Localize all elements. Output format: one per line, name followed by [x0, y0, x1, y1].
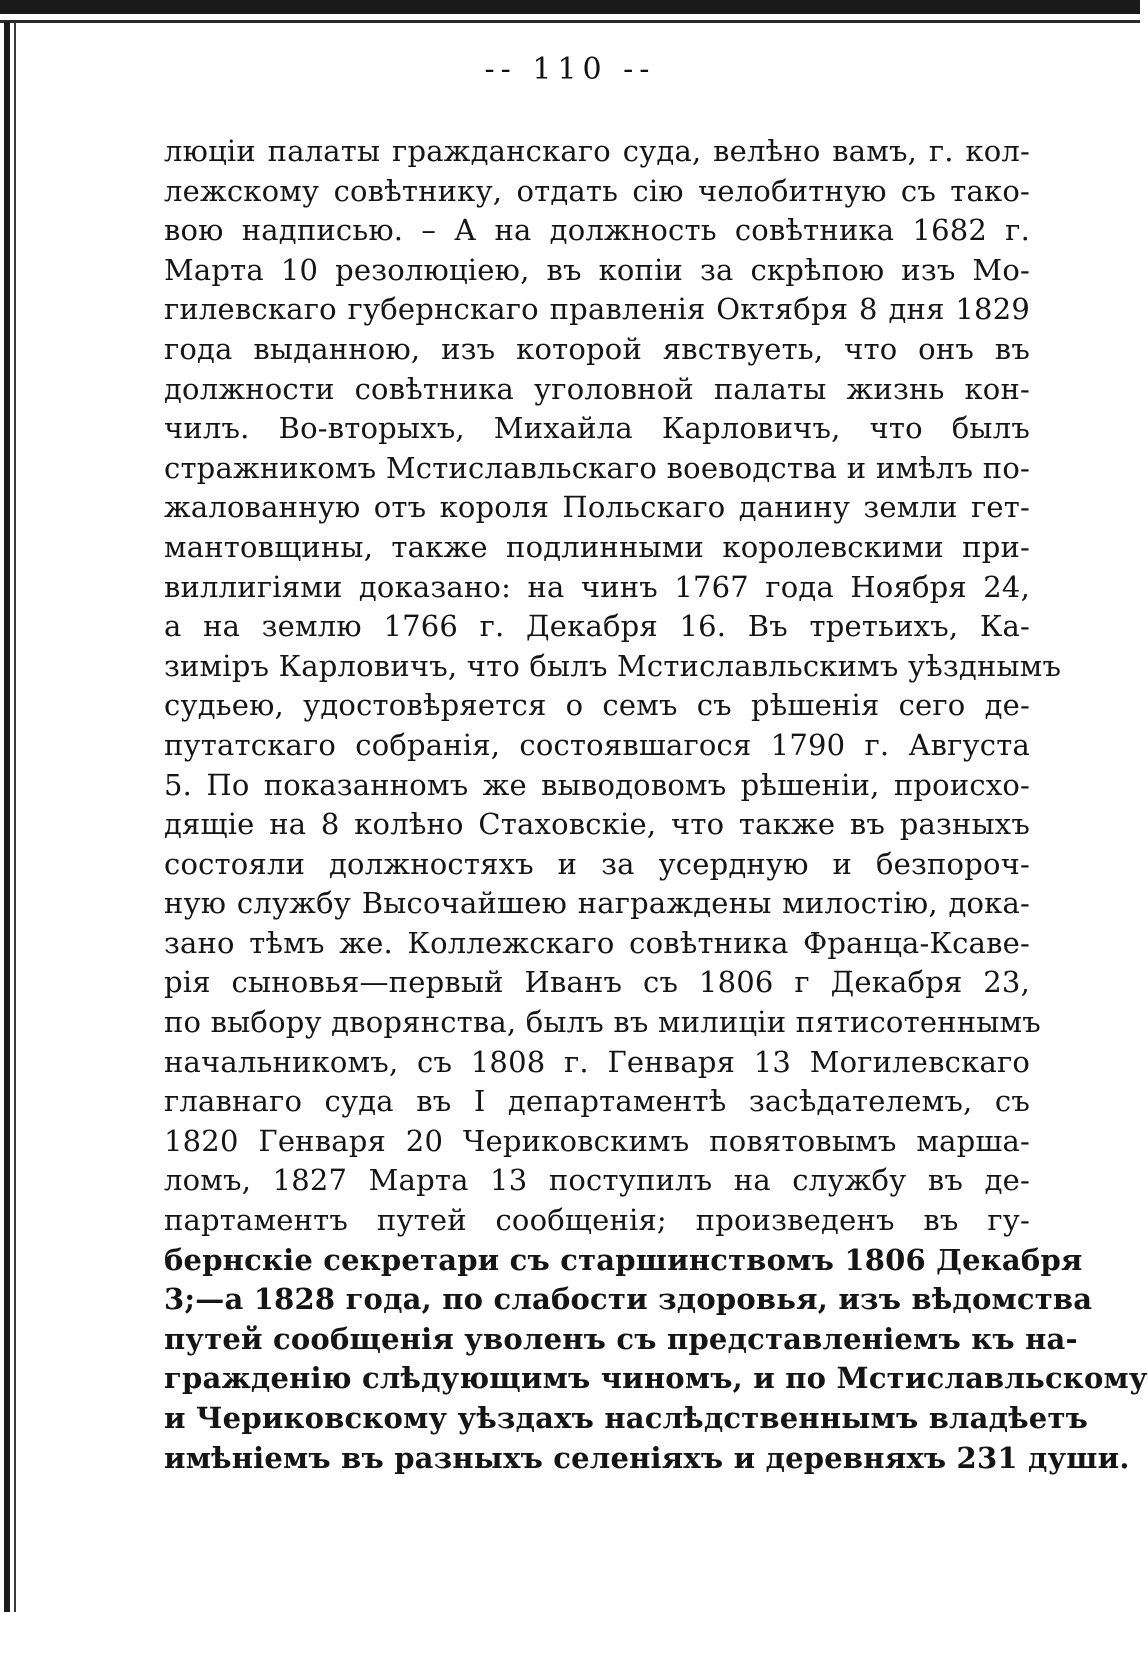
text-line: лежскому совѣтнику, отдать сію челобитную съ тако-	[164, 173, 1030, 208]
text-line: начальникомъ, съ 1808 г. Генваря 13 Могилевскаго	[164, 1044, 1030, 1079]
text-line: зано тѣмъ же. Коллежскаго совѣтника Франца-Ксаве-	[164, 925, 1030, 960]
text-line: 3;—а 1828 года, по слабости здоровья, изъ вѣдомства	[164, 1282, 1093, 1317]
text-line: стражникомъ Мстиславльскаго воеводства и имѣлъ по-	[164, 450, 1030, 485]
left-page-edge-thin	[14, 22, 16, 1612]
text-line: дящіе на 8 колѣно Стаховскіе, что также въ разныхъ	[164, 807, 1030, 842]
text-line: судьею, удостовѣряется о семъ съ рѣшенія сего де-	[164, 688, 1030, 723]
text-line: ломъ, 1827 Марта 13 поступилъ на службу въ де-	[164, 1163, 1030, 1198]
top-border-rule	[0, 0, 1140, 14]
text-line: путатскаго собранія, состоявшагося 1790 г. Августа	[164, 727, 1030, 762]
text-line: гражденію слѣдующимъ чиномъ, и по Мстиславльскому	[164, 1361, 1148, 1396]
body-text	[164, 132, 1148, 1478]
text-line: виллигіями доказано: на чинъ 1767 года Ноября 24,	[164, 569, 1030, 604]
text-line: рія сыновья—первый Иванъ съ 1806 г Декабря 23,	[164, 965, 1030, 1000]
text-line: ную службу Высочайшею награждены милостію, дока-	[164, 886, 1030, 921]
text-line: по выбору дворянства, былъ въ милиціи пятисотеннымъ	[164, 1005, 1041, 1040]
text-line: главнаго суда въ I департаментѣ засѣдателемъ, съ	[164, 1084, 1030, 1119]
text-line: вою надписью. – А на должность совѣтника 1682 г.	[164, 213, 1030, 248]
page-number: -- 110 --	[484, 52, 656, 87]
text-line: партаментъ путей сообщенія; произведенъ въ гу-	[164, 1203, 1030, 1238]
text-line: бернскіе секретари съ старшинствомъ 1806 Декабря	[164, 1242, 1083, 1277]
text-line: жалованную отъ короля Польскаго данину земли гет-	[164, 490, 1030, 525]
text-line: имѣніемъ въ разныхъ селеніяхъ и деревняхъ 231 души.	[164, 1440, 1130, 1475]
top-border-thin-rule	[0, 20, 1140, 23]
text-line: года выданною, изъ которой явствуеть, что онъ въ	[164, 331, 1030, 366]
text-line: 1820 Генваря 20 Чериковскимъ повятовымъ марша-	[164, 1123, 1030, 1158]
text-line: люціи палаты гражданскаго суда, велѣно вамъ, г. кол-	[164, 134, 1030, 168]
text-line: должности совѣтника уголовной палаты жизнь кон-	[164, 371, 1030, 406]
text-line: гилевскаго губернскаго правленія Октября 8 дня 1829	[164, 292, 1030, 327]
text-line: 5. По показанномъ же выводовомъ рѣшеніи, происхо-	[164, 767, 1030, 802]
text-line: а на землю 1766 г. Декабря 16. Въ третьихъ, Ка-	[164, 609, 1030, 644]
text-line: и Чериковскому уѣздахъ наслѣдственнымъ владѣетъ	[164, 1401, 1089, 1435]
text-line: Марта 10 резолюціею, въ копіи за скрѣпою изъ Мо-	[164, 252, 1030, 287]
text-line: состояли должностяхъ и за усердную и безпороч-	[164, 846, 1030, 881]
text-line: мантовщины, также подлинными королевскими при-	[164, 529, 1030, 564]
text-line: чилъ. Во-вторыхъ, Михайла Карловичъ, что былъ	[164, 411, 1030, 446]
text-line: путей сообщенія уволенъ съ представленіемъ къ на-	[164, 1321, 1078, 1356]
left-page-edge	[4, 22, 10, 1612]
text-line: зиміръ Карловичъ, что былъ Мстиславльскимъ уѣзднымъ	[164, 648, 1062, 683]
